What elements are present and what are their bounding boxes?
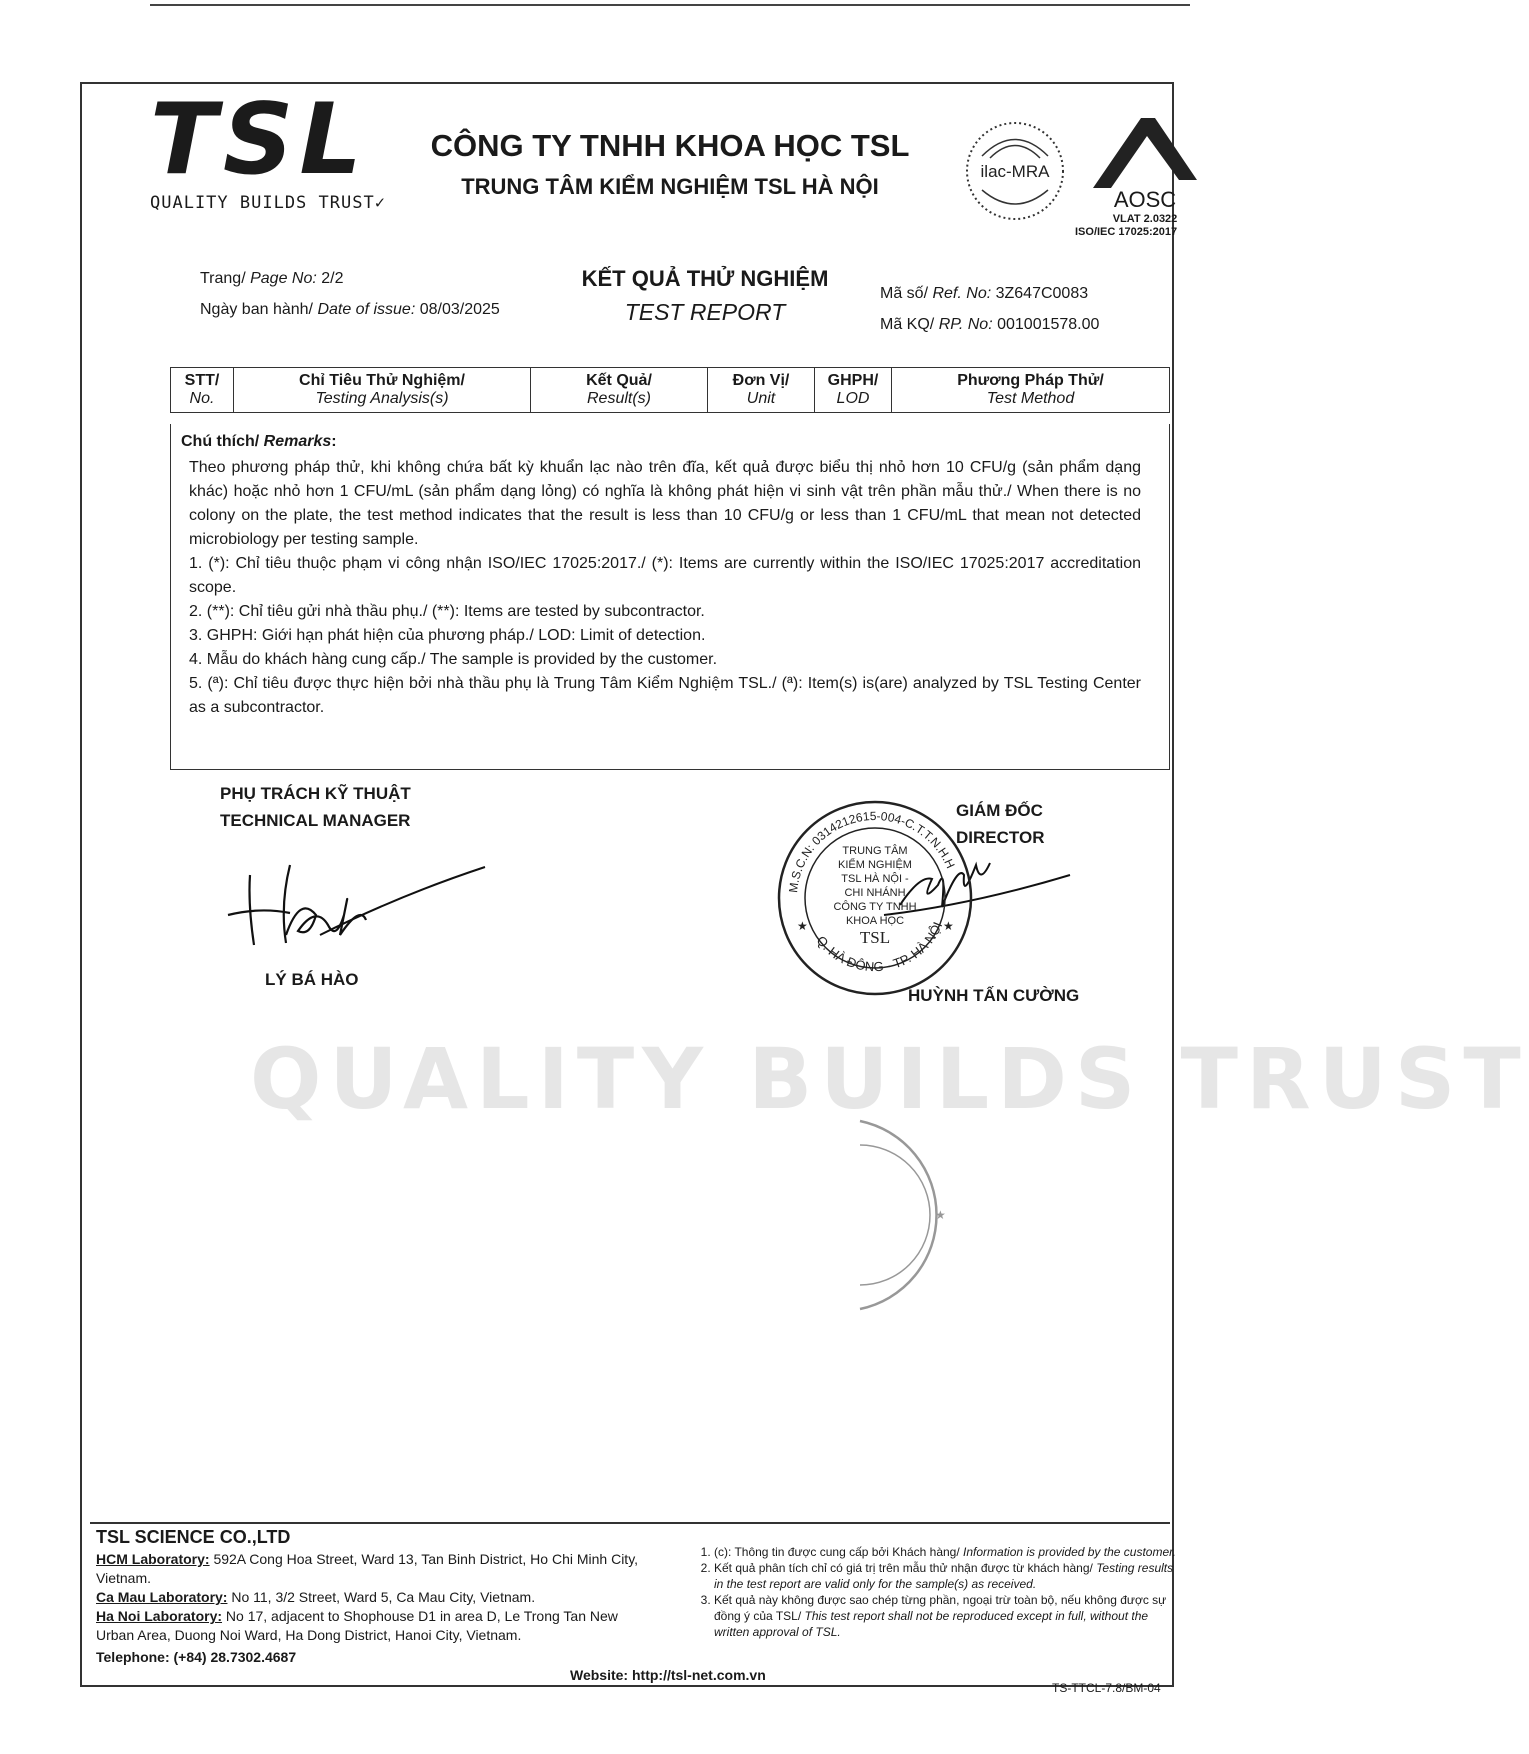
ilac-mra-logo [962, 118, 1068, 224]
technical-manager-signature [220, 845, 490, 965]
report-title [540, 266, 870, 326]
center-name: TRUNG TÂM KIỂM NGHIỆM TSL HÀ NỘI [461, 174, 879, 199]
remark-item-3: 3. GHPH: Giới hạn phát hiện của phương pháp./ LOD: Limit of detection. [189, 627, 706, 644]
company-header [400, 128, 940, 200]
director-name: HUỲNH TẤN CƯỜNG [908, 986, 1080, 1005]
table-header-row [171, 368, 1170, 413]
rp-number: Mã KQ/ RP. No: 001001578.00 [880, 316, 1100, 333]
company-stamp [775, 798, 975, 998]
faint-stamp-impression [860, 1115, 960, 1315]
stamp-line: TRUNG TÂM [842, 845, 908, 857]
tsl-logo [150, 83, 390, 215]
header-cell-method: Phương Pháp Thử/ Test Method [892, 368, 1170, 413]
page-number: Trang/ Page No: 2/2 [200, 270, 344, 287]
director-title-en: DIRECTOR [956, 828, 1045, 847]
logo-slogan: QUALITY BUILDS TRUST✓ [150, 193, 386, 213]
watermark: QUALITY BUILDS TRUST [250, 1030, 1529, 1128]
stamp-line: TSL HÀ NỘI - [841, 873, 909, 885]
header-cell-result: Kết Quả/ Result(s) [531, 368, 708, 413]
technical-manager-title-en: TECHNICAL MANAGER [220, 811, 411, 830]
hcm-lab-address: HCM Laboratory: 592A Cong Hoa Street, Ward 13, Tan Binh District, Ho Chi Minh City, Vietnam. [96, 1551, 639, 1586]
header-cell-lod: GHPH/ LOD [815, 368, 892, 413]
footer-website: Website: http://tsl-net.com.vn [570, 1667, 766, 1683]
stamp-star-icon: ★ [797, 919, 808, 933]
footer-divider [90, 1522, 1170, 1524]
ref-number: Mã số/ Ref. No: 3Z647C0083 [880, 285, 1089, 302]
remark-item-2: 2. (**): Chỉ tiêu gửi nhà thầu phụ./ (**): Items are tested by subcontractor. [189, 603, 705, 620]
header-cell-no: STT/ No. [171, 368, 234, 413]
footer-telephone: Telephone: (+84) 28.7302.4687 [96, 1649, 297, 1665]
ilac-label: ilac-MRA [980, 162, 1050, 181]
report-title-vi: KẾT QUẢ THỬ NGHIỆM [581, 266, 829, 291]
meta-right [880, 278, 1099, 340]
stamp-star-icon: ★ [943, 919, 954, 933]
footer-note: 2. Kết quả phân tích chỉ có giá trị trên mẫu thử nhận được từ khách hàng/ Testing results in the test report are valid only for the sample(s) as received. [714, 1560, 1178, 1592]
aosc-logo [1080, 110, 1210, 240]
results-table [170, 367, 1170, 413]
footer-note: 1. (c): Thông tin được cung cấp bởi Khách hàng/ Information is provided by the customer. [714, 1544, 1178, 1560]
stamp-line: TSL [859, 928, 891, 947]
remarks-title: Chú thích/ Remarks: [181, 433, 337, 450]
company-name: CÔNG TY TNHH KHOA HỌC TSL [430, 128, 910, 163]
footer-notes [698, 1544, 1178, 1640]
aosc-name: AOSC [1113, 187, 1177, 212]
technical-manager-name: LÝ BÁ HÀO [265, 970, 359, 989]
remarks-body [181, 456, 1161, 720]
stamp-star-icon: ★ [935, 1208, 946, 1222]
header-cell-analysis: Chỉ Tiêu Thử Nghiệm/ Testing Analysis(s) [234, 368, 531, 413]
footer-company-name: TSL SCIENCE CO.,LTD [96, 1527, 291, 1547]
aosc-vlat: VLAT 2.0322 [1112, 213, 1178, 225]
header-cell-unit: Đơn Vị/ Unit [708, 368, 815, 413]
logo-text: TSL [150, 83, 368, 197]
footer-contacts [96, 1528, 656, 1667]
meta-left [200, 263, 500, 325]
aosc-mark-icon [1085, 110, 1205, 190]
remarks-section [170, 424, 1170, 770]
check-icon: ✓ [374, 193, 386, 213]
remark-item-1: 1. (*): Chỉ tiêu thuộc phạm vi công nhận ISO/IEC 17025:2017./ (*): Items are currently within the ISO/IEC 17025:2017 accreditation scope. [189, 555, 1141, 596]
stamp-line: KHOA HỌC [845, 915, 905, 927]
remark-item-5: 5. (ª): Chỉ tiêu được thực hiện bởi nhà thầu phụ là Trung Tâm Kiểm Nghiệm TSL./ (ª): Item(s) is(are) analyzed by TSL Testing Center as a subcontractor. [189, 675, 1141, 716]
issue-date: Ngày ban hành/ Date of issue: 08/03/2025 [200, 301, 500, 318]
stamp-line: CÔNG TY TNHH [833, 901, 917, 913]
camau-lab-address: Ca Mau Laboratory: No 11, 3/2 Street, Ward 5, Ca Mau City, Vietnam. [96, 1589, 536, 1605]
stamp-line: CHI NHÁNH [844, 887, 906, 899]
iso-label: ISO/IEC 17025:2017 [1075, 226, 1178, 238]
remarks-intro: Theo phương pháp thử, khi không chứa bất kỳ khuẩn lạc nào trên đĩa, kết quả được biểu thị nhỏ hơn 10 CFU/g (sản phẩm dạng khác) hoặc nhỏ hơn 1 CFU/mL (sản phẩm dạng lỏng) có nghĩa là không phát hiện vi sinh vật trên phần mẫu thử./ When there is no colony on the plate, the test method indicates that the result is less than 10 CFU/g or less than 1 CFU/mL that mean not detected microbiology per testing sample. [189, 459, 1141, 548]
technical-manager-title-vi: PHỤ TRÁCH KỸ THUẬT [220, 784, 411, 803]
stamp-line: KIỂM NGHIỆM [838, 859, 912, 871]
stamp-ring-bottom: Q. HÀ ĐÔNG - TP. HÀ NỘI [813, 919, 946, 975]
technical-manager-title [220, 780, 411, 834]
stamp-ring-top: M.S.C.N: 0314212615-004-C.T.T.N.H.H [786, 808, 958, 894]
report-title-en: TEST REPORT [624, 299, 786, 325]
hanoi-lab-address: Ha Noi Laboratory: No 17, adjacent to Shophouse D1 in area D, Le Trong Tan New Urban Area, Duong Noi Ward, Ha Dong District, Hanoi City, Vietnam. [96, 1608, 618, 1643]
footer-note: 3. Kết quả này không được sao chép từng phần, ngoại trừ toàn bộ, nếu không được sự đồng ý của TSL/ This test report shall not be reproduced except in full, without the written approval of TSL. [714, 1592, 1178, 1640]
form-code: TS-TTCL-7.8/BM-04 [1052, 1681, 1161, 1695]
director-title-vi: GIÁM ĐỐC [956, 801, 1043, 820]
scan-top-edge [150, 4, 1190, 6]
remark-item-4: 4. Mẫu do khách hàng cung cấp./ The sample is provided by the customer. [189, 651, 718, 668]
